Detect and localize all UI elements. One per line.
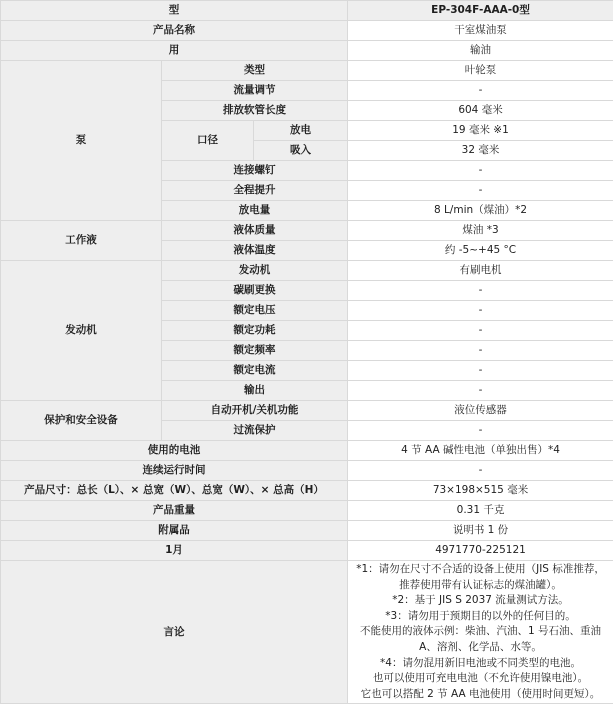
pump-type-label: 类型 — [162, 61, 348, 81]
caliber-discharge-value: 19 毫米 ※1 — [348, 121, 613, 141]
row-jan — [1, 541, 613, 561]
row-accessories — [1, 521, 613, 541]
pump-type-value: 叶轮泵 — [348, 61, 613, 81]
dimensions-label: 产品尺寸：总长（L）、× 总宽（W）、总宽（W）、× 总高（H） — [1, 481, 348, 501]
row-auto-switch — [1, 401, 613, 421]
rated-power-value: - — [348, 321, 613, 341]
remark-line: *3：请勿用于预期目的以外的任何目的。 — [385, 609, 576, 622]
connection-screw-value: - — [348, 161, 613, 181]
auto-switch-label: 自动开机/关机功能 — [162, 401, 348, 421]
accessories-label: 附属品 — [1, 521, 348, 541]
remark-line: *2：基于 JIS S 2037 流量测试方法。 — [392, 594, 569, 607]
battery-label: 使用的电池 — [1, 441, 348, 461]
row-dimensions — [1, 481, 613, 501]
rated-power-label: 额定功耗 — [162, 321, 348, 341]
remark-line: 不能使用的液体示例：柴油、汽油、1 号石油、重油 A、溶剂、化学品、水等。 — [360, 625, 602, 653]
overcurrent-value: - — [348, 421, 613, 441]
pump-group-label: 泵 — [1, 61, 162, 221]
usage-value: 输油 — [348, 41, 613, 61]
liquid-quality-label: 液体质量 — [162, 221, 348, 241]
output-value: - — [348, 381, 613, 401]
runtime-value: - — [348, 461, 613, 481]
motor-group-label: 发动机 — [1, 261, 162, 401]
connection-screw-label: 连接螺钉 — [162, 161, 348, 181]
usage-label: 用 — [1, 41, 348, 61]
caliber-suction-label: 吸入 — [254, 141, 348, 161]
product-name-value: 干室煤油泵 — [348, 21, 613, 41]
brush-replace-value: - — [348, 281, 613, 301]
row-battery — [1, 441, 613, 461]
weight-label: 产品重量 — [1, 501, 348, 521]
remark-line: 也可以使用可充电电池（不允许使用镍电池）。 — [372, 672, 589, 685]
row-pump-type — [1, 61, 613, 81]
row-usage — [1, 41, 613, 61]
dimensions-value: 73×198×515 毫米 — [348, 481, 613, 501]
discharge-amount-value: 8 L/min（煤油）*2 — [348, 201, 613, 221]
row-runtime — [1, 461, 613, 481]
hose-length-label: 排放软管长度 — [162, 101, 348, 121]
flow-adjust-label: 流量调节 — [162, 81, 348, 101]
auto-switch-value: 液位传感器 — [348, 401, 613, 421]
liquid-temperature-label: 液体温度 — [162, 241, 348, 261]
liquid-temperature-value: 约 -5~+45 °C — [348, 241, 613, 261]
discharge-amount-label: 放电量 — [162, 201, 348, 221]
overcurrent-label: 过流保护 — [162, 421, 348, 441]
runtime-label: 连续运行时间 — [1, 461, 348, 481]
caliber-discharge-label: 放电 — [254, 121, 348, 141]
motor-value: 有刷电机 — [348, 261, 613, 281]
caliber-label: 口径 — [162, 121, 254, 161]
battery-value: 4 节 AA 碱性电池（单独出售）*4 — [348, 441, 613, 461]
liquid-group-label: 工作液 — [1, 221, 162, 261]
rated-frequency-value: - — [348, 341, 613, 361]
hose-length-value: 604 毫米 — [348, 101, 613, 121]
product-name-label: 产品名称 — [1, 21, 348, 41]
total-lift-label: 全程提升 — [162, 181, 348, 201]
row-model — [1, 1, 613, 21]
rated-frequency-label: 额定频率 — [162, 341, 348, 361]
model-label: 型 — [1, 1, 348, 21]
row-liquid-quality — [1, 221, 613, 241]
liquid-quality-value: 煤油 *3 — [348, 221, 613, 241]
row-motor — [1, 261, 613, 281]
row-product-name — [1, 21, 613, 41]
rated-current-value: - — [348, 361, 613, 381]
rated-voltage-label: 额定电压 — [162, 301, 348, 321]
remark-line: *1：请勿在尺寸不合适的设备上使用（JIS 标准推荐，推荐使用带有认证标志的煤油罐）。 — [356, 563, 605, 591]
weight-value: 0.31 千克 — [348, 501, 613, 521]
total-lift-value: - — [348, 181, 613, 201]
motor-label: 发动机 — [162, 261, 348, 281]
brush-replace-label: 碳刷更换 — [162, 281, 348, 301]
output-label: 输出 — [162, 381, 348, 401]
caliber-suction-value: 32 毫米 — [348, 141, 613, 161]
rated-voltage-value: - — [348, 301, 613, 321]
remarks-value — [348, 561, 613, 704]
jan-value: 4971770-225121 — [348, 541, 613, 561]
protection-group-label: 保护和安全设备 — [1, 401, 162, 441]
row-remarks — [1, 561, 613, 704]
remarks-label: 言论 — [1, 561, 348, 704]
flow-adjust-value: - — [348, 81, 613, 101]
remark-line: *4：请勿混用新旧电池或不同类型的电池。 — [380, 656, 581, 669]
model-value: EP-304F-AAA-0型 — [348, 1, 613, 21]
remark-line: 它也可以搭配 2 节 AA 电池使用（使用时间更短）。 — [360, 687, 601, 700]
row-weight — [1, 501, 613, 521]
accessories-value: 说明书 1 份 — [348, 521, 613, 541]
jan-label: 1月 — [1, 541, 348, 561]
rated-current-label: 额定电流 — [162, 361, 348, 381]
